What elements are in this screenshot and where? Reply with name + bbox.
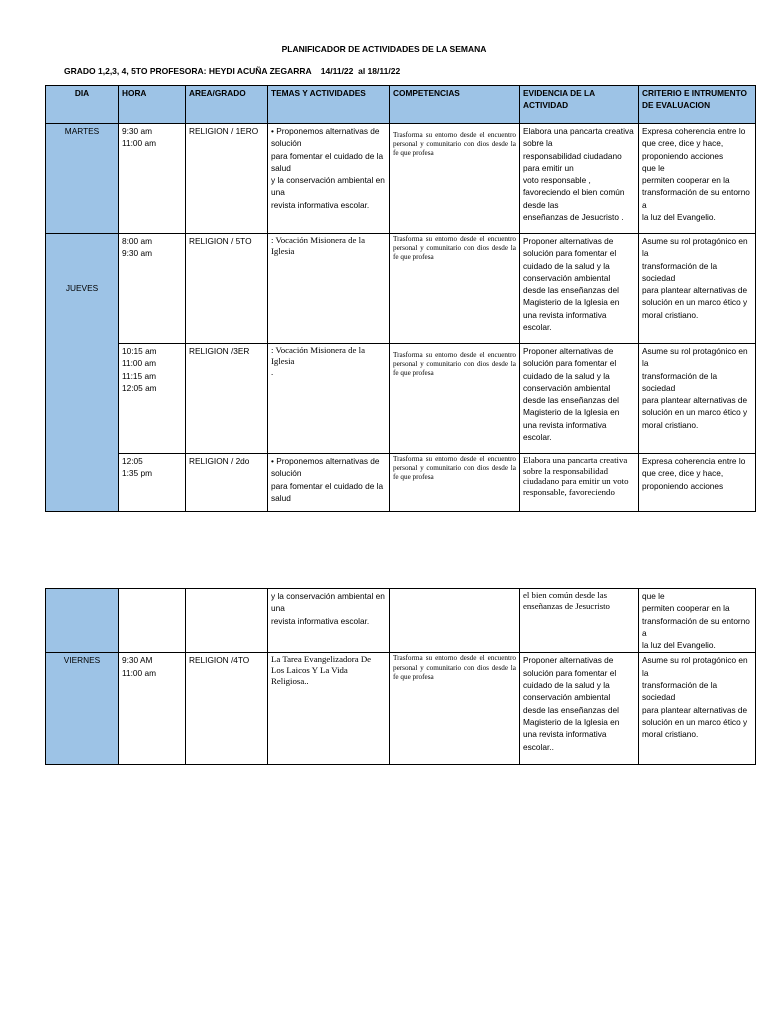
competencias-cell: Trasforma su entorno desde el encuentro personal y comunitario con dios desde la fe que profesa (390, 344, 520, 454)
table-row (46, 589, 756, 653)
area-cell: RELIGION / 1ERO (186, 124, 268, 234)
header-competencias: COMPETENCIAS (390, 86, 520, 124)
temas-cell: • Proponemos alternativas de solución para fomentar el cuidado de la salud y la conservación ambiental en una revista informativa escolar. (268, 124, 390, 234)
temas-cell: • Proponemos alternativas de solución para fomentar el cuidado de la salud (268, 454, 390, 512)
day-cell-jueves: JUEVES (46, 234, 119, 512)
table-header-row (46, 86, 756, 124)
criterio-cell: Asume su rol protagónico en la transformación de la sociedad para plantear alternativas de solución en un marco ético y moral cristiano. (639, 653, 756, 765)
header-temas: TEMAS Y ACTIVIDADES (268, 86, 390, 124)
activities-table (45, 85, 756, 512)
hora-cell (119, 589, 186, 653)
hora-cell: 9:30 AM 11:00 am (119, 653, 186, 765)
evidencia-cell: Proponer alternativas de solución para fomentar el cuidado de la salud y la conservación ambiental desde las enseñanzas del Magisterio de la Iglesia en una revista informativa escolar. (520, 234, 639, 344)
day-cell-viernes: VIERNES (46, 653, 119, 765)
evidencia-cell: Elabora una pancarta creativa sobre la responsabilidad ciudadano para emitir un voto responsable, favoreciendo (520, 454, 639, 512)
criterio-cell: Asume su rol protagónico en la transformación de la sociedad para plantear alternativas de solución en un marco ético y moral cristiano. (639, 344, 756, 454)
header-evidencia: EVIDENCIA DE LA ACTIVIDAD (520, 86, 639, 124)
competencias-cell: Trasforma su entorno desde el encuentro personal y comunitario con dios desde la fe que profesa (390, 454, 520, 512)
header-criterio: CRITERIO E INTRUMENTO DE EVALUACION (639, 86, 756, 124)
table-row (46, 454, 756, 512)
temas-cell: : Vocación Misionera de la Iglesia . (268, 344, 390, 454)
temas-cell: : Vocación Misionera de la Iglesia (268, 234, 390, 344)
document-title: PLANIFICADOR DE ACTIVIDADES DE LA SEMANA (281, 44, 487, 54)
table-row (46, 124, 756, 234)
day-cell-empty (46, 589, 119, 653)
criterio-cell: Expresa coherencia entre lo que cree, dice y hace, proponiendo acciones (639, 454, 756, 512)
evidencia-cell: Elabora una pancarta creativa sobre la responsabilidad ciudadano para emitir un voto responsable , favoreciendo el bien común desde las enseñanzas de Jesucristo . (520, 124, 639, 234)
competencias-cell: Trasforma su entorno desde el encuentro personal y comunitario con dios desde la fe que profesa (390, 124, 520, 234)
competencias-cell: Trasforma su entorno desde el encuentro personal y comunitario con dios desde la fe que profesa (390, 234, 520, 344)
table-row (46, 234, 756, 344)
temas-cell: y la conservación ambiental en una revista informativa escolar. (268, 589, 390, 653)
area-cell: RELIGION /4TO (186, 653, 268, 765)
table-row (46, 344, 756, 454)
day-cell-martes: MARTES (46, 124, 119, 234)
criterio-cell: Expresa coherencia entre lo que cree, dice y hace, proponiendo acciones que le permiten cooperar en la transformación de su entorno a la luz del Evangelio. (639, 124, 756, 234)
hora-cell: 9:30 am 11:00 am (119, 124, 186, 234)
hora-cell: 10:15 am 11:00 am 11:15 am 12:05 am (119, 344, 186, 454)
temas-cell: La Tarea Evangelizadora De Los Laicos Y La Vida Religiosa.. (268, 653, 390, 765)
evidencia-cell: el bien común desde las enseñanzas de Jesucristo (520, 589, 639, 653)
hora-cell: 12:05 1:35 pm (119, 454, 186, 512)
competencias-cell: Trasforma su entorno desde el encuentro personal y comunitario con dios desde la fe que profesa (390, 653, 520, 765)
evidencia-cell: Proponer alternativas de solución para fomentar el cuidado de la salud y la conservación ambiental desde las enseñanzas del Magisterio de la Iglesia en una revista informativa escolar. (520, 344, 639, 454)
area-cell: RELIGION / 5TO (186, 234, 268, 344)
header-dia: DIA (46, 86, 119, 124)
activities-table-continued (45, 588, 756, 765)
header-hora: HORA (119, 86, 186, 124)
competencias-cell (390, 589, 520, 653)
area-cell: RELIGION /3ER (186, 344, 268, 454)
evidencia-cell: Proponer alternativas de solución para fomentar el cuidado de la salud y la conservación ambiental desde las enseñanzas del Magisterio de la Iglesia en una revista informativa escolar.. (520, 653, 639, 765)
document-subtitle: GRADO 1,2,3, 4, 5TO PROFESORA: HEYDI ACUÑA ZEGARRA 14/11/22 al 18/11/22 (64, 66, 401, 76)
header-area-grado: AREA/GRADO (186, 86, 268, 124)
area-cell: RELIGION / 2do (186, 454, 268, 512)
hora-cell: 8:00 am 9:30 am (119, 234, 186, 344)
table-row (46, 653, 756, 765)
criterio-cell: que le permiten cooperar en la transformación de su entorno a la luz del Evangelio. (639, 589, 756, 653)
area-cell (186, 589, 268, 653)
criterio-cell: Asume su rol protagónico en la transformación de la sociedad para plantear alternativas de solución en un marco ético y moral cristiano. (639, 234, 756, 344)
